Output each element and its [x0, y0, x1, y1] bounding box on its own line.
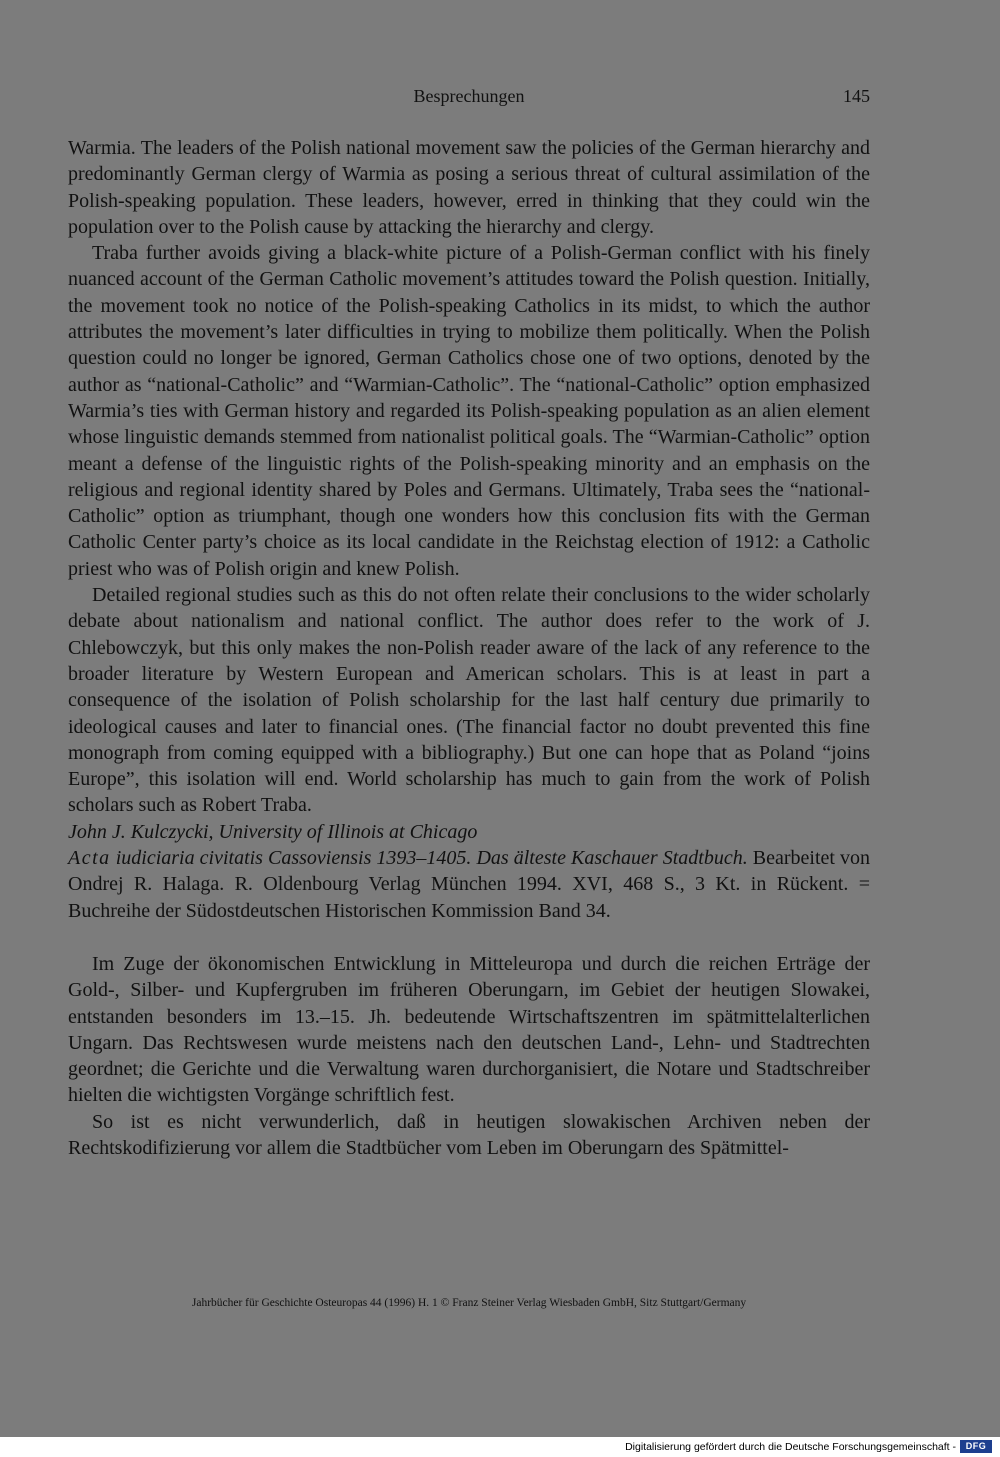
page-header: [68, 86, 870, 110]
book-title-first-word: Acta: [68, 847, 111, 870]
review-bibliographic-heading: [68, 845, 870, 924]
paragraph: So ist es nicht verwunderlich, daß in heutigen slowakischen Archiven neben der Rechtskodifizierung vor allem die Stadtbücher vom Leben im Oberungarn des Spätmittel-: [68, 1110, 870, 1159]
reviewer-signature: John J. Kulczycki, University of Illinois at Chicago: [68, 820, 478, 843]
digitization-bar: [0, 1437, 1000, 1457]
paragraph: Detailed regional studies such as this do not often relate their conclusions to the wider scholarly debate about nationalism and national conflict. The author does refer to the work of J. Chlebowczyk, but this only makes the non-Polish reader aware of the lack of any reference to the broader literature by Western European and American scholars. This is at least in part a consequence of the isolation of Polish scholarship for the last half century due primarily to ideological causes and later to financial ones. (The financial factor no doubt prevented this fine monograph from coming equipped with a bibliography.) But one can hope that as Poland “joins Europe”, this isolation will end. World scholarship has much to gain from the work of Polish scholars such as Robert Traba.: [68, 584, 870, 817]
paragraph: Traba further avoids giving a black-white picture of a Polish-German conflict with his finely nuanced account of the German Catholic movement’s attitudes toward the Polish question. Initially, the movement took no notice of the Polish-speaking Catholics in its midst, to which the author attributes the movement’s later difficulties in trying to mobilize them politically. When the Polish question could no longer be ignored, German Catholics chose one of two options, denoted by the author as “national-Catholic” and “Warmian-Catholic”. The “national-Catholic” option emphasized Warmia’s ties with German history and regarded its Polish-speaking population as an alien element whose linguistic demands stemmed from nationalist political goals. The “Warmian-Catholic” option meant a defense of the linguistic rights of the Polish-speaking minority and an emphasis on the religious and regional identity shared by Poles and Germans. Ultimately, Traba sees the “national-Catholic” option as triumphant, though one wonders how this conclusion fits with the German Catholic Center party’s choice as its local candidate in the Reichstag election of 1912: a Catholic priest who was of Polish origin and knew Polish.: [68, 242, 870, 580]
body-text: [68, 135, 870, 1161]
book-title: iudiciaria civitatis Cassoviensis 1393–1405. Das älteste Kaschauer Stadtbuch.: [110, 847, 748, 870]
paragraph: Im Zuge der ökonomischen Entwicklung in Mitteleuropa und durch die reichen Erträge der Gold-, Silber- und Kupfergruben im früheren Oberungarn, im Gebiet der heutigen Slowakei, entstanden besonders im 13.–15. Jh. bedeutende Wirtschaftszentren im spätmittelalterlichen Ungarn. Das Rechtswesen wurde meistens nach den deutschen Land-, Lehn- und Stadtrechten geordnet; die Gerichte und die Verwaltung waren durchorganisiert, die Notare und Stadtschreiber hielten die wichtigsten Vorgänge schriftlich fest.: [68, 952, 870, 1107]
dfg-logo: DFG: [960, 1440, 992, 1453]
running-head: Besprechungen: [413, 86, 525, 106]
digitization-credit: Digitalisierung gefördert durch die Deutsche Forschungsgemeinschaft -: [625, 1441, 956, 1453]
journal-footer: Jahrbücher für Geschichte Osteuropas 44 (1996) H. 1 © Franz Steiner Verlag Wiesbaden GmbH, Sitz Stuttgart/Germany: [191, 1297, 747, 1309]
book-details: Bearbeitet von Ondrej R. Halaga. R. Oldenbourg Verlag München 1994. XVI, 468 S., 3 Kt. in Rückent. = Buchreihe der Südostdeutschen Historischen Kommission Band 34.: [68, 847, 870, 922]
paragraph: Warmia. The leaders of the Polish national movement saw the policies of the German hierarchy and predominantly German clergy of Warmia as posing a serious threat of cultural assimilation of the Polish-speaking population. These leaders, however, erred in thinking that they could win the population over to the Polish cause by attacking the hierarchy and clergy.: [68, 137, 870, 238]
review-text: [68, 951, 870, 1161]
page-number: 145: [843, 86, 870, 106]
